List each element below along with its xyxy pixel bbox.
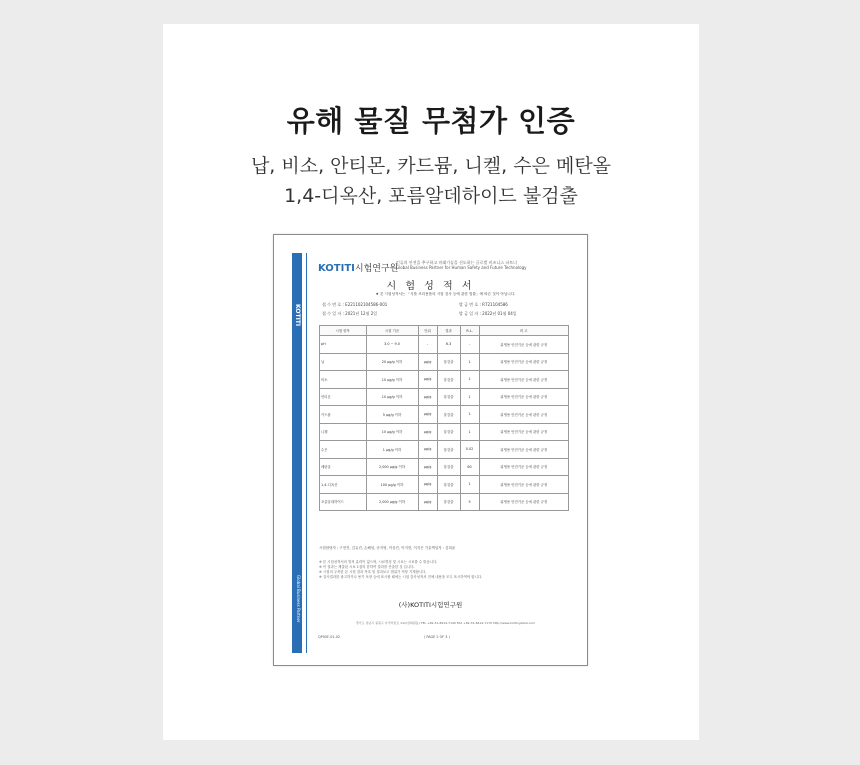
cell-standard: 3.0 ~ 9.0 [366, 336, 418, 354]
col-unit: 단위 [418, 326, 437, 336]
certificate-note: ★ 본 시험성적서는 「식품 조리용품의 시험 검사 등에 관한 법률」에 따른 것이 아닙니다. [375, 292, 516, 296]
cell-rl: 5 [460, 493, 479, 511]
cell-item: 납 [320, 353, 367, 371]
page-title: 유해 물질 무첨가 인증 [286, 104, 576, 138]
cell-rl: 1 [460, 476, 479, 494]
brand-name-ko: 시험연구원 [354, 264, 399, 274]
col-standard: 시험 기준 [366, 326, 418, 336]
note-item: ※ 검사결과를 광고하거나 용기 포장 등에 표시할 때에는 시험 검사성적서 전체 내용을 모두 표시하여야 합니다. [319, 575, 483, 579]
side-tagline: Global Business Partner [296, 575, 301, 623]
cell-remark: 위생용 안전기준 등에 관한 규정 [479, 441, 569, 459]
cell-unit: μg/g [418, 493, 437, 511]
cell-item: 수은 [320, 441, 367, 459]
cell-result: 불검출 [437, 458, 460, 476]
col-result: 결과 [437, 326, 460, 336]
cell-unit: μg/g [418, 388, 437, 406]
cell-rl: - [460, 336, 479, 354]
content-card [163, 24, 699, 740]
cell-remark: 위생용 안전기준 등에 관한 규정 [479, 423, 569, 441]
cell-standard: 100 μg/g 이하 [366, 476, 418, 494]
cell-remark: 위생용 안전기준 등에 관한 규정 [479, 371, 569, 389]
brand-name: KOTITI [318, 263, 355, 274]
cell-rl: 0.02 [460, 441, 479, 459]
cell-result: 불검출 [437, 493, 460, 511]
cell-standard: 1 μg/g 이하 [366, 441, 418, 459]
cell-item: 비소 [320, 371, 367, 389]
cell-item: 카드뮴 [320, 406, 367, 424]
cell-rl: 1 [460, 371, 479, 389]
form-code: QP05F-01-02 [318, 635, 341, 639]
side-logo: KOTITI [294, 303, 301, 327]
receipt-number: 접 수 번 호 : E221102104586-001 [322, 302, 388, 307]
cell-remark: 위생용 안전기준 등에 관한 규정 [479, 458, 569, 476]
table-row [320, 371, 569, 389]
tagline-ko: 인류의 안전을 추구하고 미래기술을 선도하는 글로벌 비즈니스 파트너 [396, 260, 517, 265]
cell-result: 불검출 [437, 371, 460, 389]
table-row [320, 493, 569, 511]
cell-standard: 2,000 μg/g 이하 [366, 493, 418, 511]
cell-rl: 1 [460, 406, 479, 424]
institute-name: (사)KOTITI시험연구원 [398, 601, 463, 609]
subtitle-line-2: 1,4-디옥산, 포름알데하이드 불검출 [284, 185, 578, 207]
table-row [320, 476, 569, 494]
cell-remark: 위생용 안전기준 등에 관한 규정 [479, 353, 569, 371]
col-rl: R.L. [460, 326, 479, 336]
cell-result: 불검출 [437, 388, 460, 406]
table-row [320, 353, 569, 371]
results-table [319, 325, 569, 511]
page-number: ( PAGE 2 OF 3 ) [424, 635, 450, 639]
cell-standard: 10 μg/g 이하 [366, 371, 418, 389]
cell-standard: 5 μg/g 이하 [366, 406, 418, 424]
subtitle-line-1: 납, 비소, 안티몬, 카드뮴, 니켈, 수은 메탄올 [250, 155, 612, 177]
col-item: 시험 항목 [320, 326, 367, 336]
cell-unit: μg/g [418, 476, 437, 494]
cell-item: 안티몬 [320, 388, 367, 406]
cell-remark: 위생용 안전기준 등에 관한 규정 [479, 493, 569, 511]
header-tagline [396, 260, 566, 270]
cell-unit: μg/g [418, 353, 437, 371]
cell-remark: 위생용 안전기준 등에 관한 규정 [479, 476, 569, 494]
table-row [320, 423, 569, 441]
cell-result: 불검출 [437, 353, 460, 371]
table-row [320, 336, 569, 354]
cell-unit: μg/g [418, 406, 437, 424]
note-item: ※ 본 시험성적서의 법적 효력이 없으며, 시료명칭 및 시료는 시료를 수 밝습니다. [319, 560, 438, 564]
note-item: ※ 이 결과는 제출된 시료 1점의 한하여 결과를 산출한 것 입니다. [319, 565, 415, 569]
cell-result: 불검출 [437, 406, 460, 424]
side-divider [306, 253, 307, 653]
cell-unit: μg/g [418, 441, 437, 459]
table-row [320, 406, 569, 424]
cell-item: 메탄올 [320, 458, 367, 476]
cell-item: 포름알데하이드 [320, 493, 367, 511]
cell-standard: 10 μg/g 이하 [366, 423, 418, 441]
cell-rl: 1 [460, 423, 479, 441]
table-header-row [320, 326, 569, 336]
institute-address: 경기도 성남시 중원구 사기막골로 111(상대원동) TEL +82-31-8414-7140 FAX +82-31-8414-7179 http://www.kotiti-global.com [355, 621, 536, 625]
certificate-title: 시 험 성 적 서 [386, 281, 475, 292]
col-remark: 비 고 [479, 326, 569, 336]
cell-remark: 위생용 안전기준 등에 관한 규정 [479, 388, 569, 406]
cell-remark: 위생용 안전기준 등에 관한 규정 [479, 336, 569, 354]
cell-rl: 1 [460, 353, 479, 371]
cell-unit: μg/g [418, 423, 437, 441]
cell-result: 불검출 [437, 423, 460, 441]
cell-standard: 20 μg/g 이하 [366, 353, 418, 371]
issue-date: 발 급 일 자 : 2022년 01월 04일 [459, 311, 517, 316]
notes-list [319, 560, 569, 580]
table-row [320, 441, 569, 459]
cell-result: 불검출 [437, 441, 460, 459]
cell-standard: 2,000 μg/g 이하 [366, 458, 418, 476]
cell-item: pH [320, 336, 367, 354]
cell-rl: 60 [460, 458, 479, 476]
cell-standard: 10 μg/g 이하 [366, 388, 418, 406]
table-row [320, 458, 569, 476]
cell-item: 니켈 [320, 423, 367, 441]
cell-rl: 1 [460, 388, 479, 406]
cell-remark: 위생용 안전기준 등에 관한 규정 [479, 406, 569, 424]
receipt-date: 접 수 일 자 : 2021년 12월 2일 [322, 311, 378, 316]
issue-number: 발 급 번 호 : R721104586 [459, 302, 508, 307]
kotiti-logo [318, 261, 398, 274]
cell-unit: μg/g [418, 458, 437, 476]
test-certificate-image [273, 234, 588, 666]
cell-result: 불검출 [437, 476, 460, 494]
tagline-en: Global Business Partner for Human Safety and Future Technology [396, 265, 527, 270]
cell-result: 6.3 [437, 336, 460, 354]
cell-item: 1,4-디옥산 [320, 476, 367, 494]
cell-unit: μg/g [418, 371, 437, 389]
table-row [320, 388, 569, 406]
note-item: ※ 시험의 우측한 본 시험 결과 목록 및 결과보고 범위가 적당 기재합니다. [319, 570, 427, 574]
cell-unit: - [418, 336, 437, 354]
testers-line: 시험담당자 : 구현진, 김유진, 손해성, 송지영, 이상진, 이지현, 이지은 기술책임자 : 김희윤 [319, 546, 456, 550]
